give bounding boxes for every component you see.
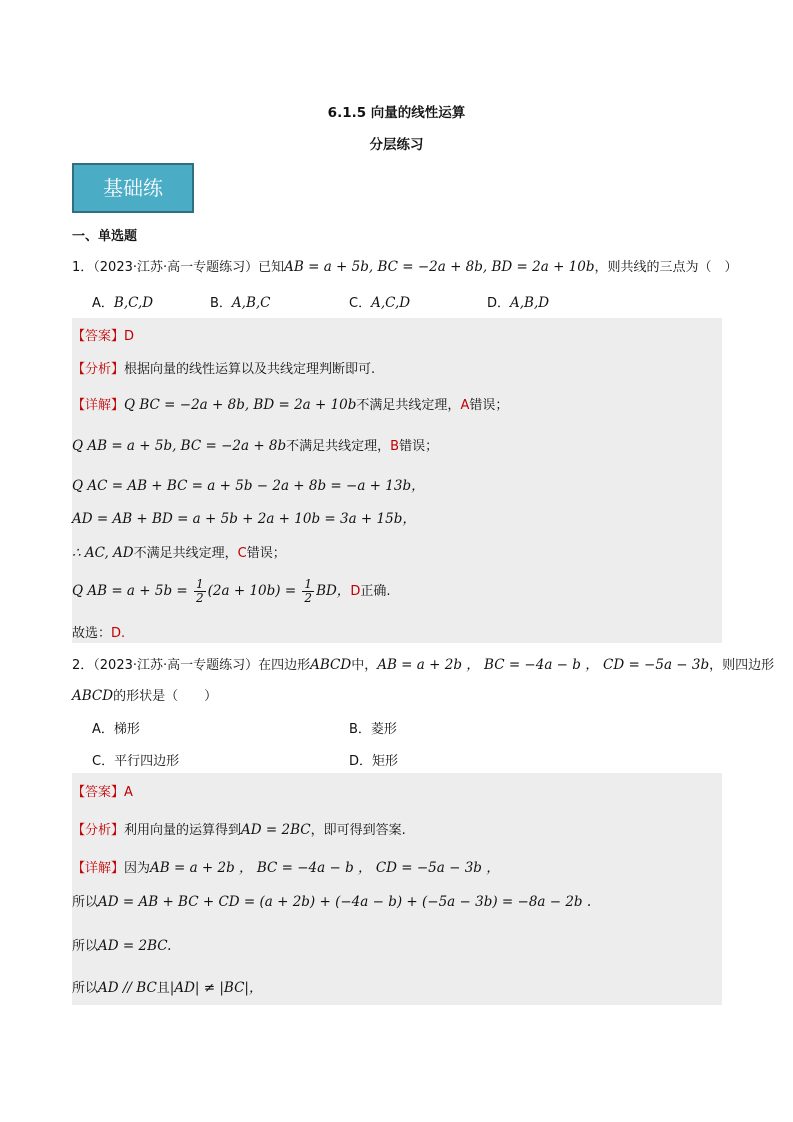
q2-detail-line-2 — [72, 891, 591, 910]
page-title: 6.1.5 向量的线性运算 — [327, 105, 466, 121]
fraction-denominator: 2 — [304, 591, 313, 605]
q1-option-c — [349, 292, 410, 311]
q2-answer — [72, 781, 133, 800]
question-2-stem-line2 — [72, 685, 217, 704]
option-label: A． — [92, 296, 114, 311]
option-label: D． — [487, 296, 511, 311]
detail-text: 所以 — [72, 895, 99, 910]
analysis-tag: 【分析】 — [72, 362, 125, 377]
detail-text: 所以 — [72, 981, 99, 996]
detail-math: Q AB = a + 5b = — [72, 583, 192, 599]
conclusion-value: D. — [111, 626, 126, 641]
analysis-tag: 【分析】 — [72, 823, 125, 838]
option-label: D． — [349, 754, 373, 769]
q2-option-a — [92, 718, 140, 737]
fraction-denominator: 2 — [196, 591, 204, 605]
detail-text: 不满足共线定理， — [286, 439, 391, 454]
option-value: A,B,C — [231, 295, 271, 311]
q1-stem-math: AB = a + 5b, BC = −2a + 8b, BD = 2a + 10b — [284, 259, 595, 275]
detail-math: AD // BC — [98, 980, 157, 996]
q1-stem-prefix: 1．（2023·江苏·高一专题练习）已知 — [72, 260, 285, 275]
option-label: B． — [349, 722, 371, 737]
q1-detail-line-3 — [72, 474, 425, 494]
detail-tail: 错误； — [469, 398, 509, 413]
answer-tag: 【答案】 — [72, 785, 125, 800]
q2-stem-math: AB = a + 2b ， BC = −4a − b ， CD = −5a − 3b — [377, 657, 710, 673]
detail-tag: 【详解】 — [72, 861, 125, 876]
option-value: A,B,D — [510, 295, 550, 311]
detail-text: 所以 — [72, 939, 99, 954]
q2-option-b — [349, 718, 397, 737]
q2-detail-line-1 — [72, 856, 500, 876]
q2-detail-line-4 — [72, 976, 262, 996]
detail-text: 不满足共线定理， — [133, 546, 238, 561]
q2-solution-box — [72, 773, 722, 1005]
option-label: A． — [92, 722, 114, 737]
q1-detail-line-4 — [72, 507, 416, 527]
q2-analysis — [72, 819, 406, 838]
detail-text-2: 且 — [156, 981, 170, 996]
level-badge: 基础练 — [72, 163, 194, 213]
detail-tail: 错误； — [399, 439, 439, 454]
detail-tail: 正确. — [360, 584, 391, 599]
q1-option-b — [210, 292, 271, 311]
section-heading: 一、单选题 — [72, 229, 138, 244]
q2-detail-line-3 — [72, 935, 171, 954]
q2-stem-line2-text: 的形状是（ ） — [113, 689, 218, 704]
q1-detail-line-5 — [72, 542, 286, 561]
q2-stem-line2-math: ABCD — [72, 688, 114, 704]
analysis-text-2: ，即可得到答案. — [310, 823, 406, 838]
page-subtitle: 分层练习 — [369, 137, 424, 153]
detail-math: BD， — [316, 583, 351, 599]
detail-math: Q AB = a + 5b, BC = −2a + 8b — [72, 438, 287, 454]
analysis-text: 利用向量的运算得到 — [124, 823, 242, 838]
q1-conclusion — [72, 622, 125, 641]
q1-answer — [72, 325, 134, 344]
q1-stem-suffix: ，则共线的三点为（ ） — [594, 260, 738, 275]
detail-text: 不满足共线定理， — [356, 398, 461, 413]
answer-value: A — [124, 785, 133, 800]
q1-detail-line-1 — [72, 394, 508, 413]
detail-math: Q BC = −2a + 8b, BD = 2a + 10b — [124, 397, 357, 413]
detail-math: ∴ AC, AD — [72, 545, 134, 561]
detail-math: (2a + 10b) = — [207, 583, 301, 599]
analysis-math: AD = 2BC — [241, 822, 311, 838]
question-1-stem — [72, 256, 738, 275]
detail-option: D — [350, 584, 361, 599]
detail-option: B — [390, 439, 400, 454]
answer-value: D — [124, 329, 135, 344]
option-label: B． — [210, 296, 232, 311]
option-value: 梯形 — [113, 722, 140, 737]
detail-tail: 错误； — [246, 546, 286, 561]
q2-option-c — [92, 750, 179, 769]
q1-option-d — [487, 292, 549, 311]
q1-detail-line-2 — [72, 435, 438, 454]
detail-math: AD = AB + BD = a + 5b + 2a + 10b = 3a + 15b， — [72, 511, 416, 527]
fraction-half — [194, 578, 206, 605]
q2-stem-mid: 中， — [351, 658, 378, 673]
q1-analysis — [72, 358, 375, 377]
q1-option-a — [92, 292, 153, 311]
fraction-numerator: 1 — [304, 577, 313, 591]
conclusion-prefix: 故选： — [72, 626, 112, 641]
option-label: C． — [92, 754, 115, 769]
q2-stem-abcd: ABCD — [310, 657, 352, 673]
question-2-stem — [72, 653, 774, 673]
q2-stem-prefix: 2．（2023·江苏·高一专题练习）在四边形 — [72, 658, 311, 673]
q1-detail-line-6 — [72, 578, 390, 605]
detail-option: C — [237, 546, 247, 561]
analysis-text: 根据向量的线性运算以及共线定理判断即可. — [124, 362, 376, 377]
option-value: 矩形 — [372, 754, 399, 769]
option-label: C． — [349, 296, 372, 311]
detail-math-2: |AD| ≠ |BC|， — [169, 980, 263, 996]
option-value: 菱形 — [370, 722, 397, 737]
option-value: A,C,D — [371, 295, 411, 311]
detail-math: AD = 2BC. — [98, 938, 172, 954]
option-value: 平行四边形 — [114, 754, 180, 769]
fraction-numerator: 1 — [196, 577, 204, 591]
detail-math: AB = a + 2b ， BC = −4a − b ， CD = −5a − 3b ， — [150, 860, 500, 876]
q2-stem-suffix: ，则四边形 — [709, 658, 775, 673]
answer-tag: 【答案】 — [72, 329, 125, 344]
q2-option-d — [349, 750, 398, 769]
detail-math: Q AC = AB + BC = a + 5b − 2a + 8b = −a + 13b， — [72, 478, 425, 494]
fraction-half-2 — [302, 578, 314, 605]
detail-option: A — [460, 398, 470, 413]
detail-math: AD = AB + BC + CD = (a + 2b) + (−4a − b) + (−5a − 3b) = −8a − 2b . — [98, 894, 592, 910]
option-value: B,C,D — [113, 295, 154, 311]
detail-text: 因为 — [124, 861, 151, 876]
detail-tag: 【详解】 — [72, 398, 125, 413]
